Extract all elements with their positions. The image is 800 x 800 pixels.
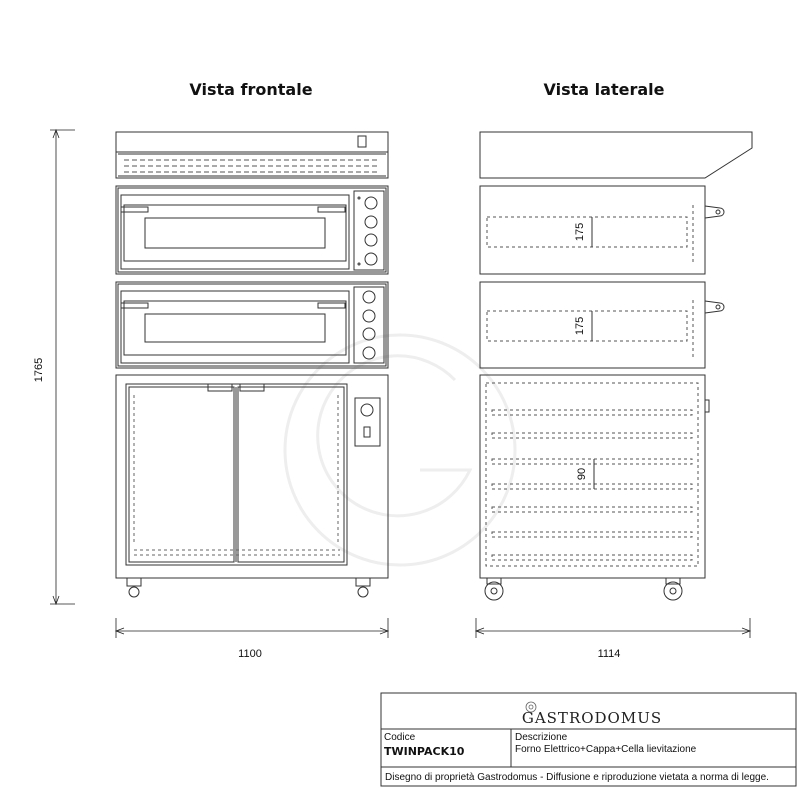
front-view xyxy=(116,132,388,597)
front-width-dimension xyxy=(116,618,388,638)
side-view-title: Vista laterale xyxy=(543,80,665,99)
hood-side xyxy=(480,132,752,178)
cabinet-side xyxy=(480,375,709,600)
upper-oven-front xyxy=(116,186,388,274)
height-dimension xyxy=(50,130,75,604)
upper-chamber-height-label: 175 xyxy=(574,222,586,242)
lower-oven-front xyxy=(116,282,388,368)
front-view-title: Vista frontale xyxy=(189,80,313,99)
code-value: TWINPACK10 xyxy=(384,745,465,758)
lower-chamber-height-label: 175 xyxy=(574,316,586,336)
description-label: Descrizione xyxy=(515,732,568,743)
hood-front xyxy=(116,132,388,178)
height-dimension-label: 1765 xyxy=(33,357,45,383)
side-width-label: 1114 xyxy=(597,648,621,660)
ownership-notice: Disegno di proprietà Gastrodomus - Diffusione e riproduzione vietata a norma di legge. xyxy=(385,772,769,783)
lower-oven-side xyxy=(480,282,724,368)
description-value: Forno Elettrico+Cappa+Cella lievitazione xyxy=(515,744,697,755)
code-label: Codice xyxy=(384,732,416,743)
side-width-dimension xyxy=(476,618,750,638)
brand-name: GASTRODOMUS xyxy=(521,709,663,727)
tray-spacing-label: 90 xyxy=(576,467,588,481)
proofing-cabinet-front xyxy=(116,375,388,597)
upper-oven-side xyxy=(480,186,724,274)
front-width-label: 1100 xyxy=(238,648,262,660)
side-view xyxy=(480,132,752,600)
